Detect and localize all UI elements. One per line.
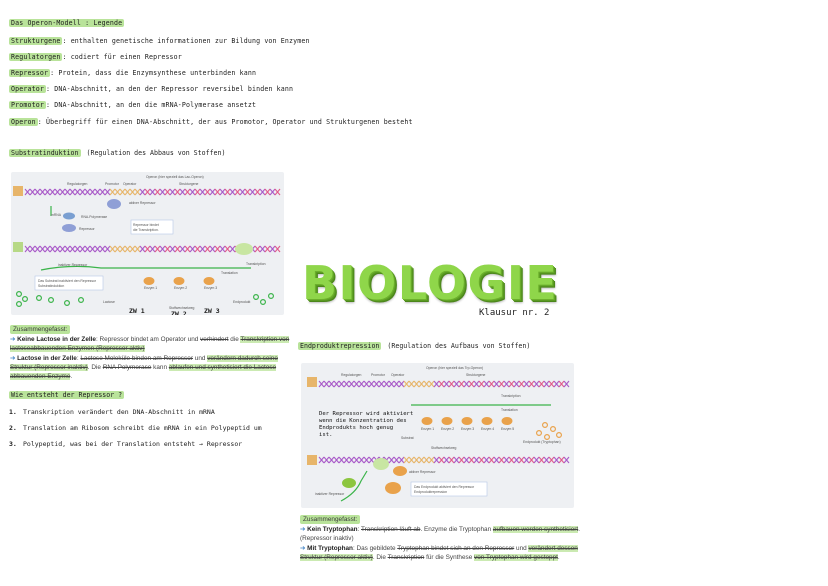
molecule-icon: [537, 431, 542, 436]
question-heading-text: Wie entsteht der Repressor ?: [11, 391, 123, 399]
svg-text:Translation: Translation: [501, 408, 518, 412]
summary-heading: Zusammengefasst:: [10, 325, 70, 334]
svg-text:Operator: Operator: [123, 182, 137, 186]
tryptophan-molecules: [537, 423, 562, 440]
svg-text:die Transkription.: die Transkription.: [133, 228, 159, 232]
dna-strand: [319, 381, 569, 387]
section-heading: Substratinduktion: [11, 149, 79, 157]
dna-strand: [25, 189, 280, 195]
svg-text:aktiver Repressor: aktiver Repressor: [409, 470, 436, 474]
legend-definition: enthalten genetische informationen zur Bildung von Enzymen: [70, 37, 310, 45]
arrow-right-icon: ➔: [300, 544, 306, 552]
molecule-icon: [49, 298, 54, 303]
svg-text:Enzym 2: Enzym 2: [174, 286, 188, 290]
handwritten-label: ZW 3: [204, 307, 220, 315]
svg-text:Enzym 3: Enzym 3: [204, 286, 218, 290]
summary-heading: Zusammengefasst:: [300, 515, 360, 524]
enzyme-icon: [482, 417, 493, 425]
molecule-icon: [557, 433, 562, 438]
section-subtitle: (Regulation des Aufbaus von Stoffen): [387, 342, 531, 350]
rna-polymerase-icon: [235, 243, 253, 255]
molecule-icon: [23, 297, 28, 302]
svg-text:Regulatorgen: Regulatorgen: [341, 373, 362, 377]
enzyme-icon: [462, 417, 473, 425]
lac-operon-svg: [11, 172, 284, 315]
svg-text:inaktiver Repressor: inaktiver Repressor: [315, 492, 345, 496]
question-steps: [9, 404, 262, 452]
legend-item: Operon : Überbegriff für einen DNA-Abschnitt, der aus Promotor, Operator und Strukturgenen besteht: [11, 118, 413, 126]
figure-top-label: Operon (hier speziell das Trp-Operon): [426, 366, 484, 370]
summary-endproduktrepression: Zusammengefasst: ➔ Kein Tryptophan: Transkription läuft ab. Enzyme die Tryptophan aufbauen werden synthetisiert. (Repressor inaktiv) ➔ Mit Tryptophan: Das gebildete Tryptophan bindet sich an den Repressor und verändert dessen Struktur (Repressor aktiv). Die Transkription für die Synthese von Tryptophan wird gestoppt.: [300, 516, 580, 561]
molecule-icon: [254, 295, 259, 300]
molecule-icon: [545, 435, 550, 440]
molecule-icon: [269, 294, 274, 299]
section-substratinduktion: [9, 149, 225, 157]
dna-end-icon: [307, 455, 317, 465]
dna-end-icon: [307, 377, 317, 387]
svg-text:aktiver Repressor: aktiver Repressor: [129, 201, 156, 205]
dna-strand: [319, 457, 569, 463]
dna-end-icon: [13, 186, 23, 196]
svg-text:Enzym 3: Enzym 3: [461, 427, 475, 431]
dna-end-icon: [13, 242, 23, 252]
svg-text:Strukturgene: Strukturgene: [466, 373, 486, 377]
svg-text:Endproduktrepression: Endproduktrepression: [414, 490, 448, 494]
active-repressor-icon: [373, 458, 389, 470]
legend-term: Regulatorgen: [11, 53, 61, 61]
legend-term: Strukturgene: [11, 37, 61, 45]
svg-text:Enzym 4: Enzym 4: [481, 427, 495, 431]
legend-term: Operon: [11, 118, 36, 126]
lactose-molecules: [17, 292, 274, 307]
page-subtitle: Klausur nr. 2: [479, 308, 550, 318]
legend-definition: Protein, dass die Enzymsynthese unterbinden kann: [58, 69, 257, 77]
enzyme-icon: [442, 417, 453, 425]
question-heading: [9, 391, 124, 399]
svg-text:mRNA: mRNA: [51, 213, 61, 217]
svg-text:Promotor: Promotor: [105, 182, 119, 186]
legend-item: Strukturgene : enthalten genetische informationen zur Bildung von Enzymen: [11, 37, 310, 45]
legend-term: Promotor: [11, 101, 44, 109]
legend-definition: DNA-Abschnitt, an den der Repressor reversibel binden kann: [54, 85, 294, 93]
legend-item: Regulatorgen : codiert für einen Repressor: [11, 53, 182, 61]
handwritten-note: Der Repressor wird aktiviert wenn die Konzentration des Endprodukts hoch genug ist.: [319, 411, 414, 438]
svg-text:Transkription: Transkription: [501, 394, 521, 398]
handwritten-label: ZW 2: [171, 310, 187, 315]
svg-text:Stoffwechselweg: Stoffwechselweg: [431, 446, 457, 450]
svg-text:Enzym 1: Enzym 1: [421, 427, 435, 431]
enzyme-icon: [502, 417, 513, 425]
svg-text:Repressor bindet: Repressor bindet: [133, 223, 159, 227]
inactive-repressor-icon: [342, 478, 356, 488]
figure-top-label: Operon (hier speziell das Lac-Operon): [146, 175, 204, 179]
svg-text:Repressor: Repressor: [79, 227, 95, 231]
molecule-icon: [65, 301, 70, 306]
molecule-icon: [551, 427, 556, 432]
lac-operon-diagram: [11, 172, 284, 315]
svg-text:Substratinduktion: Substratinduktion: [38, 284, 65, 288]
trp-operon-svg: [301, 363, 574, 508]
legend-term: Operator: [11, 85, 44, 93]
arrow-right-icon: ➔: [10, 354, 16, 362]
molecule-icon: [261, 300, 266, 305]
svg-text:Operator: Operator: [391, 373, 405, 377]
svg-text:Das Endprodukt aktiviert den R: Das Endprodukt aktiviert den Repressor: [414, 485, 475, 489]
svg-text:Translation: Translation: [221, 271, 238, 275]
svg-text:Stoffwechselweg: Stoffwechselweg: [169, 306, 195, 310]
summary-substratinduktion: Zusammengefasst: ➔ Keine Lactose in der Zelle: Repressor bindet am Operator und verhindert die Transkription von lactoseabbauenden Enzymen (Repressor aktiv) ➔ Lactose in der Zelle: Lactose Moleküle binden am Repressor und verändern dadurch seine Struktur (Repressor inaktiv). Die RNA Polymerase kann ablaufen und synthetisiert die Lactose abbauenden Enzyme.: [10, 326, 290, 381]
legend-definition: DNA-Abschnitt, an den die mRNA-Polymerase ansetzt: [54, 101, 257, 109]
legend-item: Repressor : Protein, dass die Enzymsynthese unterbinden kann: [11, 69, 257, 77]
section-heading: Endproduktrepression: [300, 342, 380, 350]
svg-text:Substrat: Substrat: [401, 436, 414, 440]
svg-text:Endprodukt: Endprodukt: [233, 300, 251, 304]
svg-text:Promotor: Promotor: [371, 373, 385, 377]
list-item: 2. Translation am Ribosom schreibt die mRNA in ein Polypeptid um: [9, 424, 262, 432]
tryptophan-icon: [385, 482, 401, 494]
section-endproduktrepression: [298, 342, 530, 350]
svg-text:Regulatorgen: Regulatorgen: [67, 182, 88, 186]
legend-definition: Überbegriff für einen DNA-Abschnitt, der aus Promotor, Operator und Strukturgenen besteht: [45, 118, 413, 126]
svg-text:Enzym 1: Enzym 1: [144, 286, 158, 290]
svg-text:Enzym 5: Enzym 5: [501, 427, 515, 431]
legend-item: Operator : DNA-Abschnitt, an den der Repressor reversibel binden kann: [11, 85, 294, 93]
trp-operon-diagram: [301, 363, 574, 508]
molecule-icon: [543, 423, 548, 428]
arrow-right-icon: ➔: [10, 336, 16, 344]
svg-text:Enzym 2: Enzym 2: [441, 427, 455, 431]
rna-polymerase-icon: [63, 213, 75, 220]
svg-text:RNA-Polymerase: RNA-Polymerase: [81, 215, 108, 219]
molecule-icon: [17, 292, 22, 297]
legend-definition: codiert für einen Repressor: [70, 53, 182, 61]
tryptophan-icon: [393, 466, 407, 476]
repressor-icon: [62, 224, 76, 232]
enzyme-icons: [144, 277, 215, 285]
svg-text:inaktiver Repressor: inaktiver Repressor: [58, 263, 88, 267]
svg-text:Lactose: Lactose: [103, 300, 115, 304]
legend-term: Repressor: [11, 69, 49, 77]
list-item: 3. Polypeptid, was bei der Translation entsteht → Repressor: [9, 440, 243, 448]
molecule-icon: [17, 302, 22, 307]
list-item: 1. Transkription verändert den DNA-Abschnitt in mRNA: [9, 408, 215, 416]
legend-title-text: Das Operon-Modell : Legende: [11, 19, 123, 27]
legend-title: [9, 17, 124, 29]
enzyme-icon: [422, 417, 433, 425]
svg-text:Das Substrat inaktiviert den R: Das Substrat inaktiviert den Repressor: [38, 279, 97, 283]
svg-text:Strukturgene: Strukturgene: [179, 182, 199, 186]
repressor-icon: [107, 199, 121, 209]
svg-text:Transkription: Transkription: [246, 262, 266, 266]
svg-text:Endprodukt (Tryptophan): Endprodukt (Tryptophan): [523, 440, 561, 444]
enzyme-icon: [174, 277, 185, 285]
molecule-icon: [79, 298, 84, 303]
section-subtitle: (Regulation des Abbaus von Stoffen): [86, 149, 226, 157]
enzyme-icon: [204, 277, 215, 285]
handwritten-label: ZW 1: [129, 307, 145, 315]
arrow-right-icon: ➔: [300, 526, 306, 534]
enzyme-icon: [144, 277, 155, 285]
molecule-icon: [37, 296, 42, 301]
legend-item: Promotor : DNA-Abschnitt, an den die mRNA-Polymerase ansetzt: [11, 101, 257, 109]
enzyme-icons: [422, 417, 513, 425]
page-title: BIOLOGIE: [302, 256, 559, 310]
